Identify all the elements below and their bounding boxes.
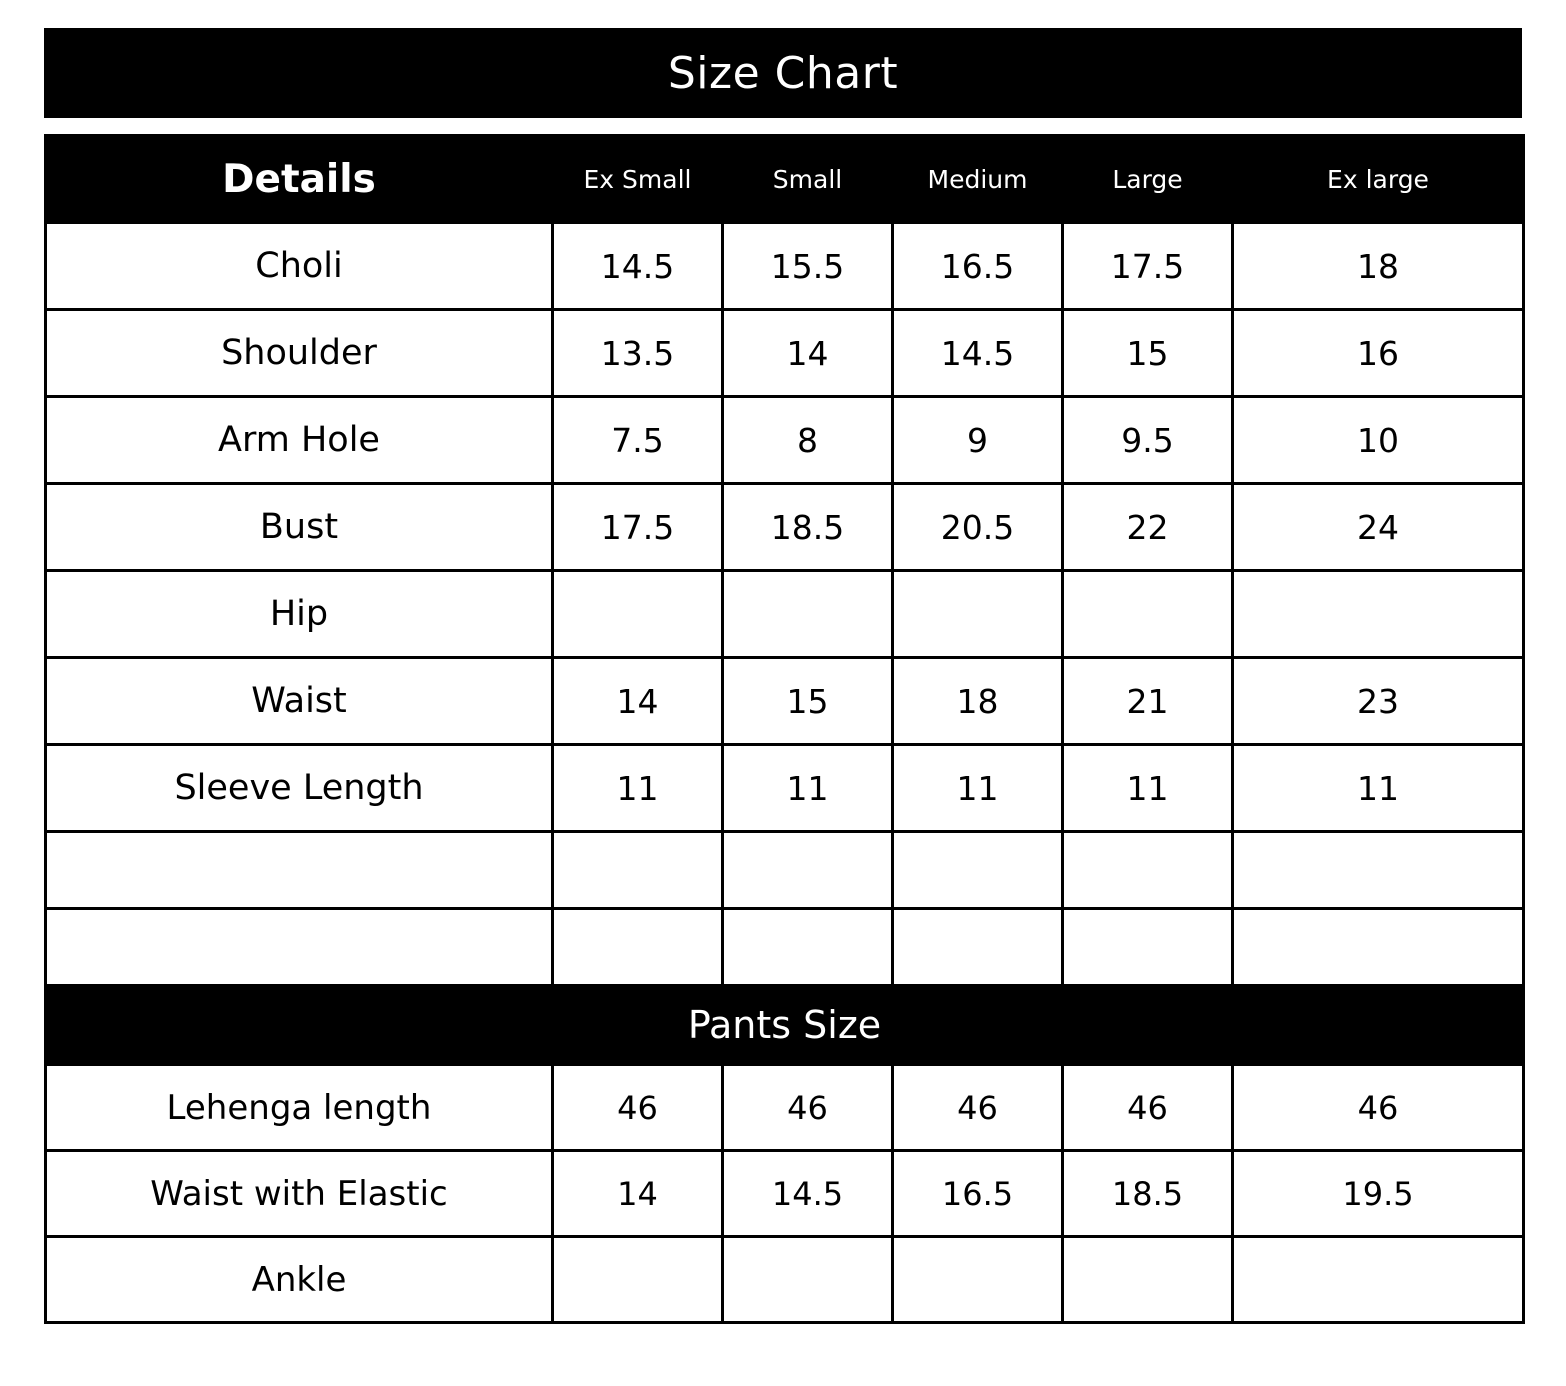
cell-ankle-ex-small — [553, 1237, 723, 1323]
cell-choli-large: 17.5 — [1063, 223, 1233, 310]
row-label-waist-with-elastic: Waist with Elastic — [46, 1151, 553, 1237]
cell-shoulder-small: 14 — [723, 310, 893, 397]
cell-sleeve-length-ex-large: 11 — [1233, 745, 1524, 832]
row-label-hip: Hip — [46, 571, 553, 658]
table-row — [46, 484, 1524, 571]
cell-arm-hole-ex-large: 10 — [1233, 397, 1524, 484]
cell-blank-2-medium — [893, 909, 1063, 986]
cell-ankle-small — [723, 1237, 893, 1323]
table-row — [46, 310, 1524, 397]
cell-blank-1-large — [1063, 832, 1233, 909]
cell-sleeve-length-small: 11 — [723, 745, 893, 832]
row-label-arm-hole: Arm Hole — [46, 397, 553, 484]
row-label-lehenga-length: Lehenga length — [46, 1065, 553, 1151]
cell-waist-with-elastic-ex-large: 19.5 — [1233, 1151, 1524, 1237]
table-row — [46, 1237, 1524, 1323]
document-title — [44, 28, 1522, 118]
cell-lehenga-length-ex-small: 46 — [553, 1065, 723, 1151]
cell-blank-1-small — [723, 832, 893, 909]
table-row — [46, 571, 1524, 658]
column-header-small: Small — [723, 136, 893, 223]
cell-waist-large: 21 — [1063, 658, 1233, 745]
cell-sleeve-length-large: 11 — [1063, 745, 1233, 832]
document-title-text: Size Chart — [667, 47, 899, 99]
cell-hip-large — [1063, 571, 1233, 658]
cell-lehenga-length-ex-large: 46 — [1233, 1065, 1524, 1151]
table-row — [46, 223, 1524, 310]
table-row — [46, 909, 1524, 986]
cell-lehenga-length-medium: 46 — [893, 1065, 1063, 1151]
cell-lehenga-length-small: 46 — [723, 1065, 893, 1151]
table-row — [46, 832, 1524, 909]
cell-hip-ex-small — [553, 571, 723, 658]
row-label-choli: Choli — [46, 223, 553, 310]
row-label-sleeve-length: Sleeve Length — [46, 745, 553, 832]
column-header-large: Large — [1063, 136, 1233, 223]
cell-waist-with-elastic-medium: 16.5 — [893, 1151, 1063, 1237]
cell-waist-ex-large: 23 — [1233, 658, 1524, 745]
cell-shoulder-large: 15 — [1063, 310, 1233, 397]
table-row — [46, 745, 1524, 832]
column-header-ex-small: Ex Small — [553, 136, 723, 223]
cell-hip-small — [723, 571, 893, 658]
size-chart-table — [44, 134, 1525, 1324]
cell-choli-ex-large: 18 — [1233, 223, 1524, 310]
cell-ankle-medium — [893, 1237, 1063, 1323]
cell-arm-hole-medium: 9 — [893, 397, 1063, 484]
row-label-blank-1 — [46, 832, 553, 909]
cell-bust-ex-large: 24 — [1233, 484, 1524, 571]
table-row — [46, 397, 1524, 484]
table-row — [46, 1151, 1524, 1237]
cell-hip-ex-large — [1233, 571, 1524, 658]
cell-waist-ex-small: 14 — [553, 658, 723, 745]
cell-choli-ex-small: 14.5 — [553, 223, 723, 310]
column-header-ex-large: Ex large — [1233, 136, 1524, 223]
cell-bust-large: 22 — [1063, 484, 1233, 571]
table-row — [46, 1065, 1524, 1151]
cell-waist-medium: 18 — [893, 658, 1063, 745]
cell-waist-with-elastic-small: 14.5 — [723, 1151, 893, 1237]
cell-blank-2-ex-large — [1233, 909, 1524, 986]
table-header-row — [46, 136, 1524, 223]
cell-shoulder-ex-small: 13.5 — [553, 310, 723, 397]
column-header-details: Details — [46, 136, 553, 223]
column-header-medium: Medium — [893, 136, 1063, 223]
cell-arm-hole-large: 9.5 — [1063, 397, 1233, 484]
cell-ankle-large — [1063, 1237, 1233, 1323]
row-label-shoulder: Shoulder — [46, 310, 553, 397]
cell-blank-1-medium — [893, 832, 1063, 909]
cell-shoulder-ex-large: 16 — [1233, 310, 1524, 397]
section-header-pants-size — [46, 986, 1524, 1065]
cell-ankle-ex-large — [1233, 1237, 1524, 1323]
cell-sleeve-length-medium: 11 — [893, 745, 1063, 832]
cell-waist-small: 15 — [723, 658, 893, 745]
cell-blank-2-large — [1063, 909, 1233, 986]
cell-shoulder-medium: 14.5 — [893, 310, 1063, 397]
section-header-label: Pants Size — [46, 986, 1524, 1065]
cell-hip-medium — [893, 571, 1063, 658]
cell-blank-2-ex-small — [553, 909, 723, 986]
cell-lehenga-length-large: 46 — [1063, 1065, 1233, 1151]
cell-bust-ex-small: 17.5 — [553, 484, 723, 571]
cell-bust-small: 18.5 — [723, 484, 893, 571]
cell-arm-hole-ex-small: 7.5 — [553, 397, 723, 484]
cell-waist-with-elastic-ex-small: 14 — [553, 1151, 723, 1237]
row-label-ankle: Ankle — [46, 1237, 553, 1323]
cell-bust-medium: 20.5 — [893, 484, 1063, 571]
row-label-waist: Waist — [46, 658, 553, 745]
cell-blank-1-ex-large — [1233, 832, 1524, 909]
table-row — [46, 658, 1524, 745]
cell-choli-medium: 16.5 — [893, 223, 1063, 310]
row-label-bust: Bust — [46, 484, 553, 571]
cell-choli-small: 15.5 — [723, 223, 893, 310]
cell-waist-with-elastic-large: 18.5 — [1063, 1151, 1233, 1237]
cell-arm-hole-small: 8 — [723, 397, 893, 484]
row-label-blank-2 — [46, 909, 553, 986]
cell-blank-1-ex-small — [553, 832, 723, 909]
cell-sleeve-length-ex-small: 11 — [553, 745, 723, 832]
cell-blank-2-small — [723, 909, 893, 986]
